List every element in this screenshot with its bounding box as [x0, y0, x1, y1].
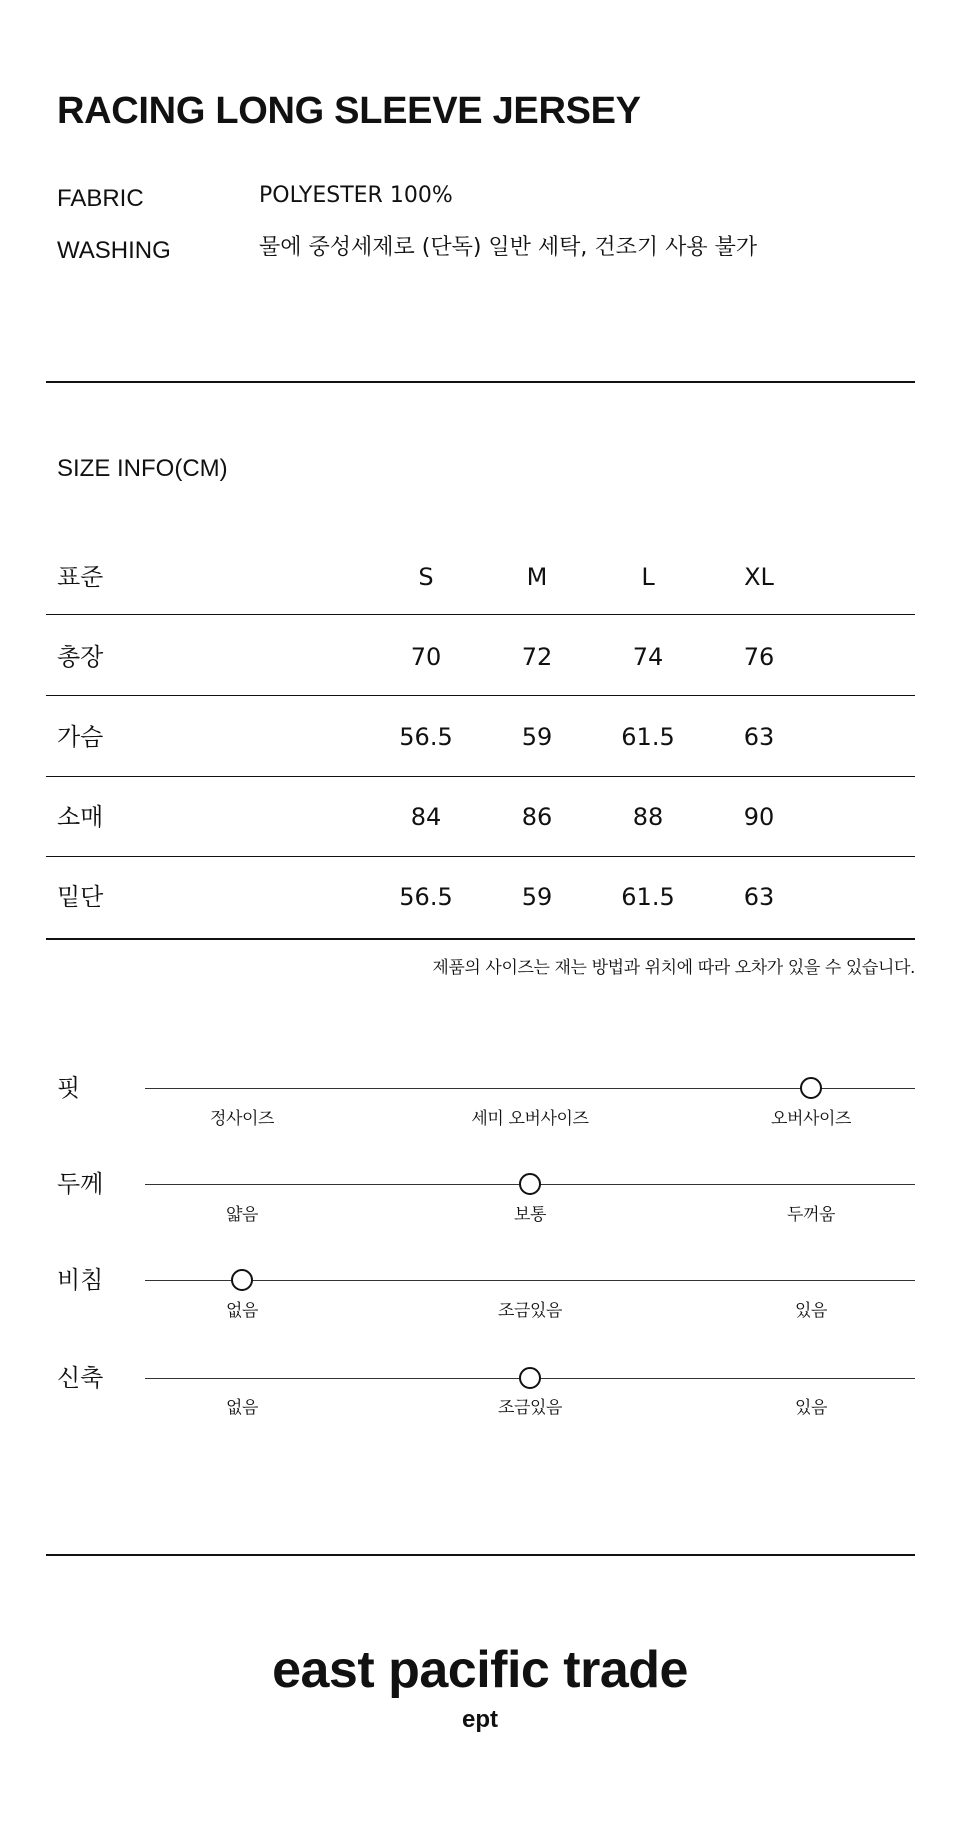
table-cell: 90 — [743, 803, 775, 831]
scale-option: 오버사이즈 — [770, 1109, 852, 1129]
scale-option: 얇음 — [225, 1205, 259, 1225]
size-info-title: SIZE INFO(CM) — [57, 455, 228, 482]
table-divider — [46, 614, 915, 615]
table-divider — [46, 776, 915, 777]
scale-option: 없음 — [225, 1301, 259, 1321]
table-cell: 74 — [632, 643, 664, 671]
washing-value: 물에 중성세제로 (단독) 일반 세탁, 건조기 사용 불가 — [259, 235, 758, 260]
product-title: RACING LONG SLEEVE JERSEY — [57, 90, 641, 132]
size-header-s: S — [418, 563, 434, 591]
scale-option: 있음 — [794, 1301, 828, 1321]
table-cell: 61.5 — [621, 723, 675, 751]
scale-option: 조금있음 — [497, 1398, 563, 1418]
thickness-marker — [519, 1173, 541, 1195]
scale-option: 두꺼움 — [786, 1205, 836, 1225]
washing-label: WASHING — [57, 237, 171, 264]
fit-marker — [800, 1077, 822, 1099]
size-header-label: 표준 — [57, 563, 104, 591]
table-cell: 59 — [521, 883, 553, 911]
scale-option: 없음 — [225, 1398, 259, 1418]
table-cell: 76 — [743, 643, 775, 671]
table-divider — [46, 695, 915, 696]
fabric-value: POLYESTER 100% — [259, 183, 453, 208]
thickness-label: 두께 — [57, 1170, 104, 1198]
row-label-length: 총장 — [57, 643, 104, 671]
table-cell: 61.5 — [621, 883, 675, 911]
scale-option: 조금있음 — [497, 1301, 563, 1321]
fit-label: 핏 — [57, 1074, 81, 1102]
table-divider — [46, 856, 915, 857]
fabric-label: FABRIC — [57, 185, 144, 212]
sheerness-scale-line — [145, 1280, 915, 1281]
row-label-chest: 가슴 — [57, 723, 104, 751]
table-cell: 56.5 — [399, 723, 453, 751]
row-label-hem: 밑단 — [57, 883, 104, 911]
row-label-sleeve: 소매 — [57, 803, 104, 831]
brand-short: ept — [462, 1706, 498, 1733]
scale-option: 있음 — [794, 1398, 828, 1418]
stretch-label: 신축 — [57, 1364, 104, 1392]
brand-logo-text: east pacific trade — [272, 1641, 688, 1699]
table-cell: 63 — [743, 723, 775, 751]
stretch-marker — [519, 1367, 541, 1389]
table-cell: 88 — [632, 803, 664, 831]
table-cell: 72 — [521, 643, 553, 671]
section-divider — [46, 381, 915, 383]
sheerness-label: 비침 — [57, 1266, 104, 1294]
size-note: 제품의 사이즈는 재는 방법과 위치에 따라 오차가 있을 수 있습니다. — [432, 958, 915, 978]
sheerness-marker — [231, 1269, 253, 1291]
size-header-m: M — [526, 563, 548, 591]
scale-option: 정사이즈 — [209, 1109, 275, 1129]
table-cell: 86 — [521, 803, 553, 831]
table-bottom-rule — [46, 938, 915, 940]
table-cell: 59 — [521, 723, 553, 751]
scale-option: 세미 오버사이즈 — [471, 1109, 589, 1129]
size-header-xl: XL — [744, 563, 774, 591]
footer-divider — [46, 1554, 915, 1556]
table-cell: 70 — [410, 643, 442, 671]
table-cell: 84 — [410, 803, 442, 831]
scale-option: 보통 — [513, 1205, 547, 1225]
table-cell: 63 — [743, 883, 775, 911]
table-cell: 56.5 — [399, 883, 453, 911]
size-header-l: L — [641, 563, 655, 591]
